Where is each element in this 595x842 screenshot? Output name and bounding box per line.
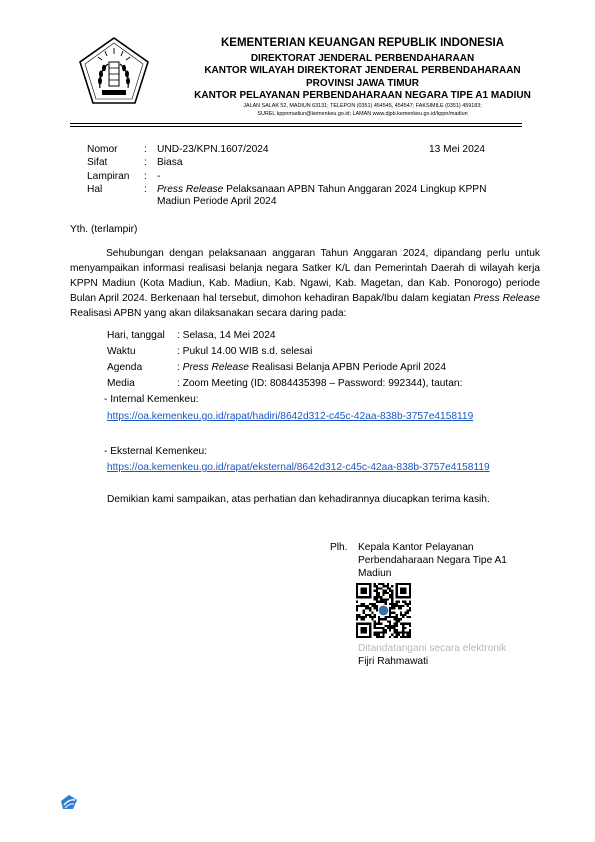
electronic-signature-note: Ditandatangani secara elektronik [358, 643, 507, 654]
letter-date: 13 Mei 2024 [429, 144, 486, 155]
letterhead-divider [70, 123, 522, 124]
hal-colon: : [144, 184, 147, 195]
nomor-colon: : [144, 144, 147, 155]
media-value: : Zoom Meeting (ID: 8084435398 – Password: 992344), tautan: [177, 378, 463, 389]
sifat-colon: : [144, 157, 147, 168]
hal-rest: Pelaksanaan APBN Tahun Anggaran 2024 Lingkup KPPN [223, 184, 487, 195]
closing-sentence: Demikian kami sampaikan, atas perhatian dan kehadirannya diucapkan terima kasih. [107, 494, 490, 505]
nomor-label: Nomor [87, 144, 118, 155]
waktu-label: Waktu [107, 346, 136, 357]
letterhead-divider-thin [70, 126, 522, 127]
nomor-value: UND-23/KPN.1607/2024 [157, 144, 269, 155]
plh-label: Plh. [330, 542, 348, 553]
agenda-label: Agenda [107, 362, 143, 373]
ministry-name: KEMENTERIAN KEUANGAN REPUBLIK INDONESIA [220, 37, 505, 49]
media-label: Media [107, 378, 135, 389]
hari-label: Hari, tanggal [107, 330, 165, 341]
body-text-a: Sehubungan dengan pelaksanaan anggaran Tahun Anggaran 2024, dipandang perlu untuk menyampaikan informasi realisasi belanja negara Satker K/L dan Pemerintah Daerah di wilayah kerja KPPN Madiun (Kota Madiun, Kab. Madiun, Kab. Ngawi, Kab. Magetan, dan Kab. Ponorogo) periode Bulan April 2024. Berkenaan hal tersebut, dimohon kehadiran Bapak/Ibu dalam kegiatan [70, 248, 540, 304]
body-italic: Press Release [473, 293, 540, 304]
lampiran-label: Lampiran [87, 171, 130, 182]
office-name: KANTOR PELAYANAN PERBENDAHARAAN NEGARA TIPE A1 MADIUN [194, 90, 531, 101]
office-contact: SUREL kppnmadiun@kemenkeu.go.id; LAMAN www.djpb.kemenkeu.go.id/kppn/madiun [257, 111, 468, 117]
agenda-value [177, 361, 446, 374]
sifat-label: Sifat [87, 157, 108, 168]
signer-title-line3: Madiun [358, 568, 392, 579]
agenda-italic: Press Release [182, 362, 249, 373]
sifat-value: Biasa [157, 157, 183, 168]
internal-label: - Internal Kemenkeu: [104, 394, 199, 405]
signer-title-line1: Kepala Kantor Pelayanan [358, 542, 474, 553]
agenda-prefix: : [177, 362, 183, 373]
office-address: JALAN SALAK 52, MADIUN 63131; TELEPON (0351) 454545, 454547; FAKSIMILE (0351) 459183; [243, 103, 482, 109]
waktu-value: : Pukul 14.00 WIB s.d. selesai [177, 346, 313, 357]
internal-meeting-link[interactable]: https://oa.kemenkeu.go.id/rapat/hadiri/8642d312-c45c-42aa-838b-3757e4158119 [107, 411, 474, 422]
lampiran-value: - [157, 171, 161, 182]
hal-label: Hal [87, 184, 103, 195]
body-paragraph [70, 246, 540, 321]
province: PROVINSI JAWA TIMUR [306, 78, 419, 89]
signer-title-line2: Perbendaharaan Negara Tipe A1 [358, 555, 507, 566]
regional-office: KANTOR WILAYAH DIREKTORAT JENDERAL PERBENDAHARAAN [204, 65, 521, 76]
hal-subject-line2: Madiun Periode April 2024 [157, 196, 277, 207]
hal-italic: Press Release [157, 184, 224, 195]
agenda-rest: Realisasi Belanja APBN Periode April 2024 [248, 362, 446, 373]
recipient: Yth. (terlampir) [70, 224, 138, 235]
external-label: - Eksternal Kemenkeu: [104, 446, 208, 457]
hari-value: : Selasa, 14 Mei 2024 [177, 330, 276, 341]
external-meeting-link[interactable]: https://oa.kemenkeu.go.id/rapat/eksternal/8642d312-c45c-42aa-838b-3757e4158119 [107, 462, 490, 473]
signer-name: Fijri Rahmawati [358, 656, 429, 667]
bsre-badge-icon [60, 794, 78, 810]
body-text-b: Realisasi APBN yang akan dilaksanakan secara daring pada: [70, 308, 347, 319]
lampiran-colon: : [144, 171, 147, 182]
directorate-general: DIREKTORAT JENDERAL PERBENDAHARAAN [250, 53, 475, 64]
qr-code-icon [356, 583, 411, 638]
